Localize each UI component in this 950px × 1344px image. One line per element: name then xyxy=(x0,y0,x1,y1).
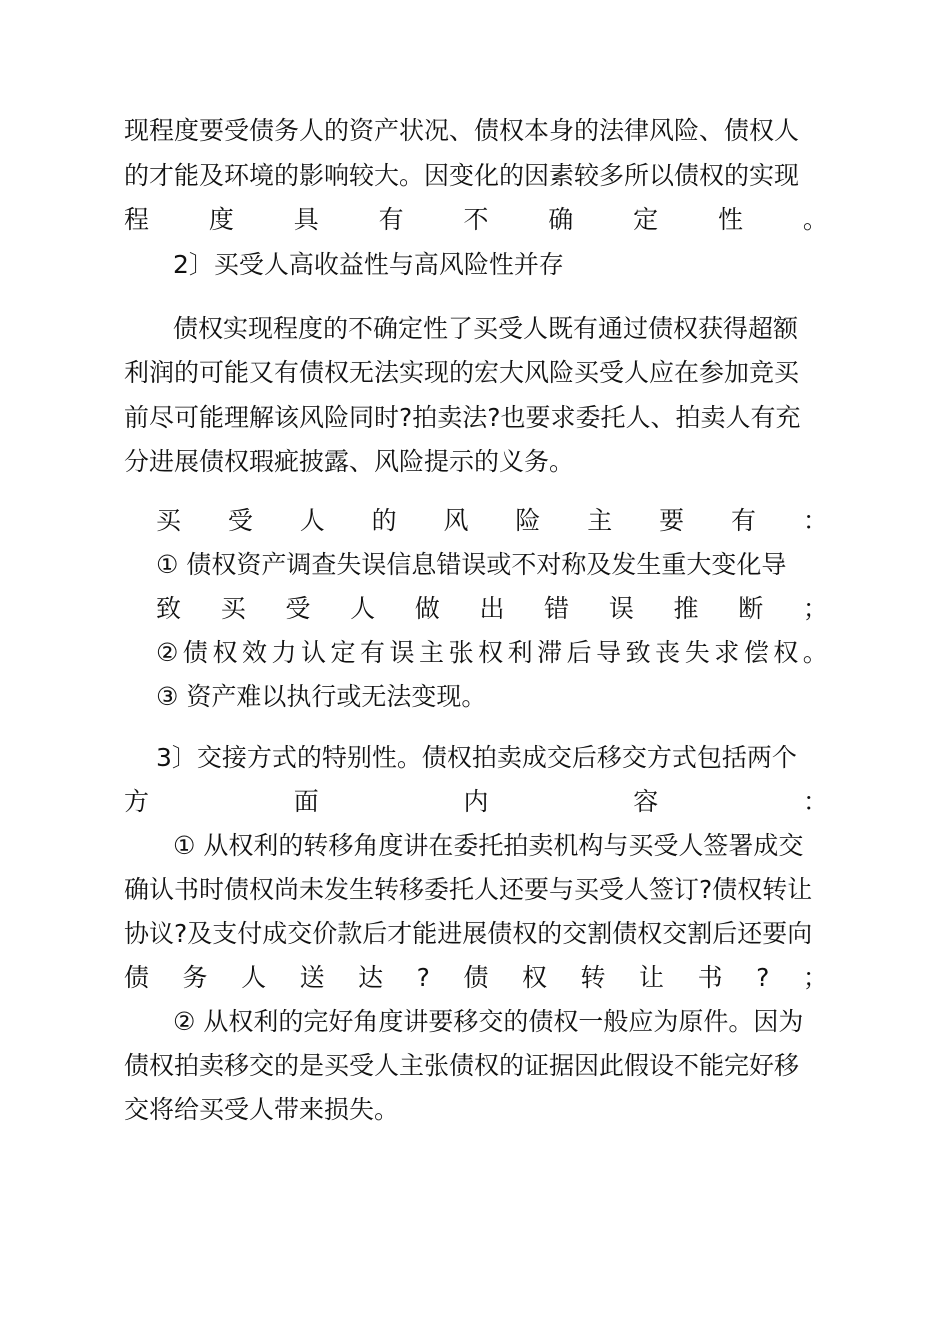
char: 风 xyxy=(443,506,469,535)
char: 导 xyxy=(596,638,622,667)
text-line-17: 确认书时债权尚未发生转移委托人还要与买受人签订?债权转让 xyxy=(124,875,813,904)
char: 受 xyxy=(227,506,253,535)
char: 面 xyxy=(293,787,319,816)
char: 后 xyxy=(566,638,592,667)
char: 度 xyxy=(208,205,234,234)
char: 人 xyxy=(350,594,376,623)
char: 债 xyxy=(182,638,208,667)
char: 务 xyxy=(182,963,208,992)
char: 力 xyxy=(271,638,297,667)
char: 做 xyxy=(414,594,440,623)
char: 权 xyxy=(521,963,547,992)
transfer-item-2: ② 从权利的完好角度讲要移交的债权一般应为原件。因为 xyxy=(173,1007,804,1036)
text-line-3-spaced xyxy=(124,205,828,235)
char: 失 xyxy=(684,638,710,667)
char: 错 xyxy=(544,594,570,623)
char: 权 xyxy=(773,638,799,667)
char: 认 xyxy=(300,638,326,667)
char: 不 xyxy=(463,205,489,234)
char: 有 xyxy=(360,638,386,667)
section-heading-2: 2〕买受人高收益性与高风险性并存 xyxy=(173,250,564,279)
char: 确 xyxy=(548,205,574,234)
risk-item-2-spaced xyxy=(156,638,828,668)
char: 求 xyxy=(714,638,740,667)
char: 书 xyxy=(697,963,723,992)
char: 主 xyxy=(587,506,613,535)
char: 买 xyxy=(156,506,182,535)
char: ? xyxy=(756,963,770,992)
char: 定 xyxy=(330,638,356,667)
char: 人 xyxy=(241,963,267,992)
char: 受 xyxy=(285,594,311,623)
text-line-5: 债权实现程度的不确定性了买受人既有通过债权获得超额 xyxy=(173,314,799,343)
char: 送 xyxy=(299,963,325,992)
char: 的 xyxy=(371,506,397,535)
section-3-cont-spaced xyxy=(124,787,828,817)
text-line-22: 交将给买受人带来损失。 xyxy=(124,1095,400,1124)
char: 滞 xyxy=(537,638,563,667)
char: 容 xyxy=(633,787,659,816)
risk-item-1: ① 债权资产调查失误信息错误或不对称及发生重大变化导 xyxy=(156,550,787,579)
text-line-7: 前尽可能理解该风险同时?拍卖法?也要求委托人、拍卖人有充 xyxy=(124,403,801,432)
char: 定 xyxy=(633,205,659,234)
char: 致 xyxy=(156,594,182,623)
char: 误 xyxy=(389,638,415,667)
section-heading-3: 3〕交接方式的特别性。债权拍卖成交后移交方式包括两个 xyxy=(156,743,797,772)
char: 内 xyxy=(463,787,489,816)
char: ； xyxy=(802,594,828,623)
risk-heading-spaced xyxy=(156,506,828,536)
risk-item-1-cont-spaced xyxy=(156,594,828,624)
char: 让 xyxy=(639,963,665,992)
char: ； xyxy=(802,963,828,992)
char: 丧 xyxy=(655,638,681,667)
transfer-item-1: ① 从权利的转移角度讲在委托拍卖机构与买受人签署成交 xyxy=(173,831,804,860)
char: ② xyxy=(156,638,179,667)
char: 。 xyxy=(802,205,828,234)
char: 致 xyxy=(625,638,651,667)
char: 要 xyxy=(659,506,685,535)
char: 有 xyxy=(378,205,404,234)
char: 断 xyxy=(738,594,764,623)
char: 性 xyxy=(718,205,744,234)
char: 效 xyxy=(241,638,267,667)
char: 债 xyxy=(124,963,150,992)
char: 出 xyxy=(479,594,505,623)
char: ： xyxy=(802,787,828,816)
text-line-1: 现程度要受债务人的资产状况、债权本身的法律风险、债权人 xyxy=(124,116,800,145)
text-line-21: 债权拍卖移交的是买受人主张债权的证据因此假设不能完好移 xyxy=(124,1051,800,1080)
char: ? xyxy=(416,963,430,992)
risk-item-3: ③ 资产难以执行或无法变现。 xyxy=(156,682,487,711)
char: 有 xyxy=(731,506,757,535)
char: 债 xyxy=(463,963,489,992)
text-line-6: 利润的可能又有债权无法实现的宏大风险买受人应在参加竞买 xyxy=(124,358,800,387)
text-line-18: 协议?及支付成交价款后才能进展债权的交割债权交割后还要向 xyxy=(124,919,813,948)
char: 权 xyxy=(478,638,504,667)
text-line-19-spaced xyxy=(124,963,828,993)
text-line-2: 的才能及环境的影响较大。因变化的因素较多所以债权的实现 xyxy=(124,161,800,190)
char: 推 xyxy=(673,594,699,623)
char: 主 xyxy=(419,638,445,667)
char: 达 xyxy=(358,963,384,992)
char: 人 xyxy=(299,506,325,535)
char: 转 xyxy=(580,963,606,992)
char: 偿 xyxy=(743,638,769,667)
char: 张 xyxy=(448,638,474,667)
char: 方 xyxy=(124,787,150,816)
char: ： xyxy=(802,506,828,535)
text-line-8: 分进展债权瑕疵披露、风险提示的义务。 xyxy=(124,447,575,476)
char: 具 xyxy=(293,205,319,234)
char: 利 xyxy=(507,638,533,667)
char: 买 xyxy=(220,594,246,623)
char: 权 xyxy=(212,638,238,667)
char: 。 xyxy=(802,638,828,667)
char: 程 xyxy=(124,205,150,234)
char: 险 xyxy=(515,506,541,535)
char: 误 xyxy=(608,594,634,623)
